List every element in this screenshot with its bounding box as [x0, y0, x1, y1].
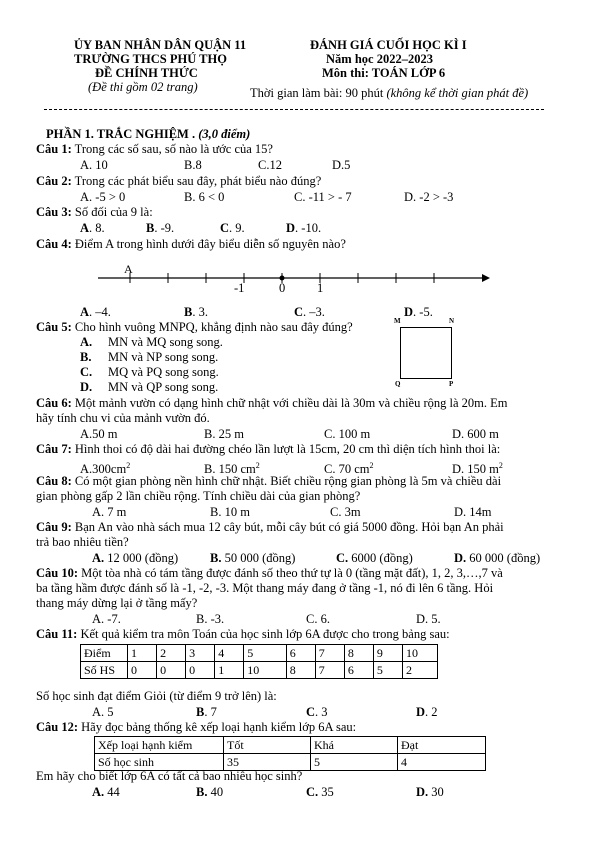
q4-option-b: B. 3. [184, 305, 208, 319]
q4-option-d: D. -5. [404, 305, 433, 319]
tick-label-minus-1: -1 [234, 281, 245, 295]
q11-option-d: D. 2 [416, 705, 438, 719]
table-cell: 8 [344, 645, 373, 662]
q2-option-d: D. -2 > -3 [404, 190, 454, 204]
header-pages-note: (Đề thi gồm 02 trang) [88, 80, 198, 94]
score-table [80, 644, 438, 679]
question-5: Câu 5: Cho hình vuông MNPQ, khẳng định nào sau đây đúng? [36, 320, 353, 334]
q4-option-c: C. –3. [294, 305, 325, 319]
table-row [81, 645, 438, 662]
header-committee: ỦY BAN NHÂN DÂN QUẬN 11 [74, 38, 247, 52]
q9-option-d: D. 60 000 (đồng) [454, 551, 541, 565]
header-school: TRƯỜNG THCS PHÚ THỌ [74, 52, 227, 66]
table-cell: Tốt [224, 737, 311, 754]
q10-option-b: B. -3. [196, 612, 225, 626]
arrow-icon [482, 274, 490, 282]
q7-option-d: D. 150 $m^2$ [452, 461, 503, 477]
question-1: Câu 1: Trong các số sau, số nào là ước của 15? [36, 142, 273, 156]
table-cell: 10 [403, 645, 438, 662]
q3-option-d: D. -10. [286, 221, 322, 235]
table-cell: 9 [373, 645, 402, 662]
q10-option-c: C. 6. [306, 612, 330, 626]
table-cell: 0 [128, 662, 157, 679]
q5-option-a: A. MN và MQ song song. [80, 335, 223, 349]
q7-option-b: B. 150 $cm^2$ [204, 461, 260, 477]
tick-label-1: 1 [317, 281, 324, 295]
q5-option-c: C. MQ và PQ song song. [80, 365, 219, 379]
table-cell: 3 [186, 645, 215, 662]
q5-option-d: D. MN và QP song song. [80, 380, 219, 394]
question-10-line1: Câu 10: Một tòa nhà có tám tầng được đánh số theo thứ tự là 0 (tầng mặt đất), 1, 2, 3,…,7 và [36, 566, 503, 580]
square-mnpq [400, 327, 452, 379]
table-cell: Khá [311, 737, 398, 754]
q9-option-b: B. 50 000 (đồng) [210, 551, 296, 565]
q2-option-b: B. 6 < 0 [184, 190, 225, 204]
q2-option-a: A. -5 > 0 [80, 190, 126, 204]
table-cell: 5 [373, 662, 402, 679]
q1-option-d: D.5 [332, 158, 351, 172]
q8-option-a: A. 7 m [92, 505, 127, 519]
question-6-line2: hãy tính chu vi của mảnh vườn đó. [36, 411, 210, 425]
q9-option-c: C. 6000 (đồng) [336, 551, 413, 565]
question-12: Câu 12: Hãy đọc bảng thống kê xếp loại hạnh kiểm lớp 6A sau: [36, 720, 357, 734]
q11-option-b: B. 7 [196, 705, 217, 719]
header-time: Thời gian làm bài: 90 phút (không kể thời gian phát đề) [250, 86, 529, 100]
q8-option-b: B. 10 m [210, 505, 250, 519]
q6-option-c: C. 100 m [324, 427, 371, 441]
header-exam-title: ĐÁNH GIÁ CUỐI HỌC KÌ I [310, 38, 467, 52]
table-cell: Đạt [398, 737, 486, 754]
table-cell: 4 [215, 645, 244, 662]
q3-option-b: B. -9. [146, 221, 175, 235]
q3-option-a: A. 8. [80, 221, 105, 235]
question-8-line1: Câu 8: Có một gian phòng nền hình chữ nhật. Biết chiều rộng gian phòng là 5m và chiều dài [36, 474, 502, 488]
table-cell: 6 [286, 645, 315, 662]
question-11: Câu 11: Kết quả kiểm tra môn Toán của học sinh lớp 6A được cho trong bảng sau: [36, 627, 450, 641]
q3-option-c: C. 9. [220, 221, 245, 235]
question-2: Câu 2: Trong các phát biểu sau đây, phát biểu nào đúng? [36, 174, 322, 188]
q1-option-c: C.12 [258, 158, 282, 172]
q8-option-c: C. 3m [330, 505, 361, 519]
vertex-p: P [449, 380, 454, 388]
q11-option-c: C. 3 [306, 705, 328, 719]
question-8-line2: gian phòng gấp 2 lần chiều rộng. Tính chiều dài của gian phòng? [36, 489, 361, 503]
question-6-line1: Câu 6: Một mảnh vườn có dạng hình chữ nhật với chiều dài là 30m và chiều rộng là 20m. Em [36, 396, 508, 410]
table-cell: 4 [398, 754, 486, 771]
question-11-followup: Số học sinh đạt điểm Giỏi (từ điểm 9 trở lên) là: [36, 689, 277, 703]
table-cell: 7 [315, 662, 344, 679]
question-12-followup: Em hãy cho biết lớp 6A có tất cả bao nhiêu học sinh? [36, 769, 303, 783]
q5-option-b: B. MN và NP song song. [80, 350, 219, 364]
table-cell: 7 [315, 645, 344, 662]
q9-option-a: A. 12 000 (đồng) [92, 551, 179, 565]
number-line [90, 258, 490, 294]
question-9-line1: Câu 9: Bạn An vào nhà sách mua 12 cây bút, mỗi cây bút có giá 5000 đồng. Hỏi bạn An phải [36, 520, 504, 534]
origin-dot [280, 276, 285, 281]
table-cell: 6 [344, 662, 373, 679]
q7-option-c: C. 70 $cm^2$ [324, 461, 374, 477]
point-a-label: A [124, 262, 133, 276]
table-cell: Số học sinh [95, 754, 224, 771]
vertex-q: Q [395, 380, 401, 388]
question-3: Câu 3: Số đối của 9 là: [36, 205, 153, 219]
q7-option-a: $A.300cm^2$ [80, 461, 131, 477]
q4-option-a: A. –4. [80, 305, 111, 319]
table-row [95, 737, 486, 754]
q12-option-c: C. 35 [306, 785, 334, 799]
table-cell: 1 [215, 662, 244, 679]
q2-option-c: C. -11 > - 7 [294, 190, 352, 204]
table-cell: 5 [311, 754, 398, 771]
table-row [81, 662, 438, 679]
table-cell: Số HS [81, 662, 128, 679]
header-school-year: Năm học 2022–2023 [326, 52, 433, 66]
vertex-m: M [394, 317, 401, 325]
question-10-line2: ba tầng hầm được đánh số là -1, -2, -3. Một thang máy đang ở tầng -1, nó đi lên 6 tầng. Hỏi [36, 581, 494, 595]
table-cell: 5 [244, 645, 286, 662]
q10-option-a: A. -7. [92, 612, 121, 626]
question-4: Câu 4: Điểm A trong hình dưới đây biểu diễn số nguyên nào? [36, 237, 346, 251]
q12-option-b: B. 40 [196, 785, 224, 799]
table-cell: Xếp loại hạnh kiểm [95, 737, 224, 754]
table-cell: Điểm [81, 645, 128, 662]
q6-option-a: A.50 m [80, 427, 118, 441]
conduct-table [94, 736, 486, 771]
q12-option-a: A. 44 [92, 785, 120, 799]
question-7: Câu 7: Hình thoi có độ dài hai đường chéo lần lượt là 15cm, 20 cm thì diện tích hình thoi là: [36, 442, 501, 456]
table-cell: 2 [403, 662, 438, 679]
section-title: PHẦN 1. TRẮC NGHIỆM . (3,0 điểm) [46, 127, 251, 141]
header-divider [44, 109, 544, 110]
q6-option-b: B. 25 m [204, 427, 244, 441]
q1-option-a: A. 10 [80, 158, 108, 172]
table-cell: 10 [244, 662, 286, 679]
q1-option-b: B.8 [184, 158, 202, 172]
q10-option-d: D. 5. [416, 612, 441, 626]
table-cell: 0 [157, 662, 186, 679]
question-10-line3: thang máy dừng lại ở tầng mấy? [36, 596, 198, 610]
table-cell: 1 [128, 645, 157, 662]
table-cell: 0 [186, 662, 215, 679]
table-row [95, 754, 486, 771]
vertex-n: N [449, 317, 455, 325]
q8-option-d: D. 14m [454, 505, 492, 519]
header-subject: Môn thi: TOÁN LỚP 6 [322, 66, 446, 80]
q12-option-d: D. 30 [416, 785, 444, 799]
table-cell: 8 [286, 662, 315, 679]
q6-option-d: D. 600 m [452, 427, 499, 441]
q11-option-a: A. 5 [92, 705, 114, 719]
question-9-line2: trả bao nhiêu tiền? [36, 535, 129, 549]
table-cell: 2 [157, 645, 186, 662]
table-cell: 35 [224, 754, 311, 771]
header-official: ĐỀ CHÍNH THỨC [95, 66, 198, 80]
tick-label-0: 0 [279, 281, 286, 295]
